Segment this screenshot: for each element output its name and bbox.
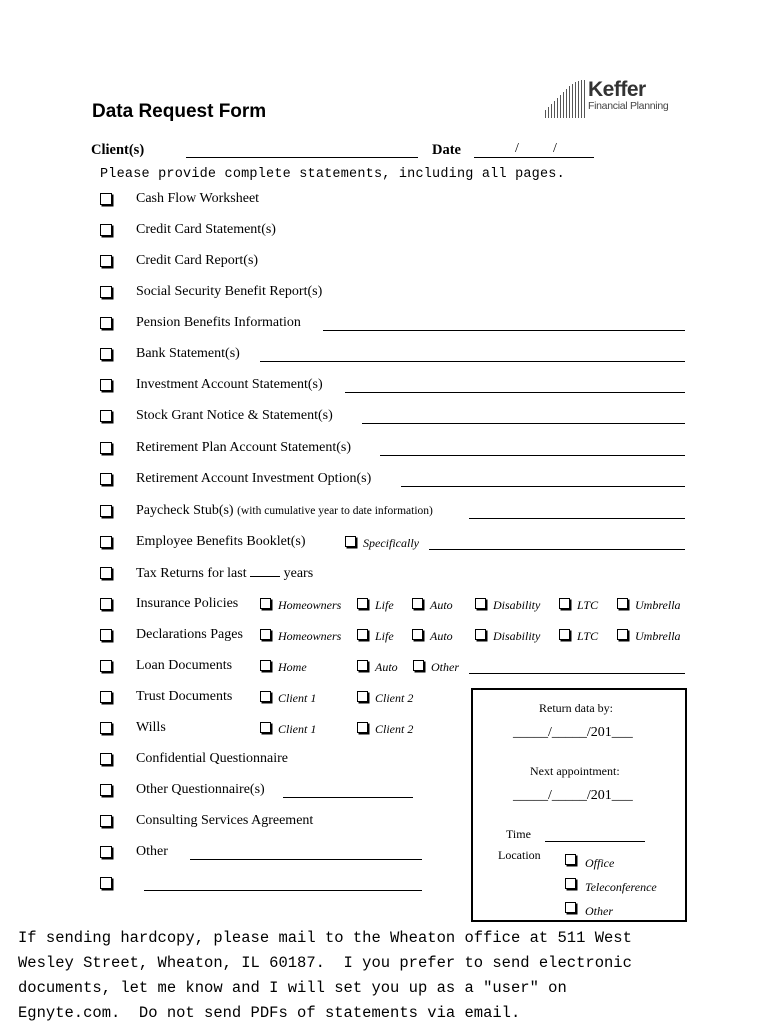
checkbox[interactable] [100, 629, 112, 641]
checkbox[interactable] [565, 902, 576, 913]
tax-returns-years: years [283, 566, 314, 581]
option-label: Auto [430, 629, 453, 643]
checkbox[interactable] [357, 629, 368, 640]
item-retirement-plan [0, 440, 770, 462]
option-label: Teleconference [585, 880, 657, 894]
item-employee-benefits [0, 534, 770, 556]
checkbox[interactable] [100, 348, 112, 360]
item-label: Cash Flow Worksheet [136, 191, 260, 206]
item-consulting [0, 813, 465, 835]
item-label: Employee Benefits Booklet(s) [136, 534, 306, 549]
option-label: Other [431, 660, 459, 674]
checkbox[interactable] [475, 629, 486, 640]
paycheck-label: Paycheck Stub(s) [136, 503, 234, 518]
checkbox[interactable] [100, 442, 112, 454]
logo-name: Keffer [588, 78, 646, 101]
item-pension [0, 315, 770, 337]
item-label: Social Security Benefit Report(s) [136, 284, 323, 299]
date-sep-2: / [553, 141, 557, 156]
item-cash-flow [0, 191, 770, 213]
time-label: Time [506, 827, 531, 841]
pension-field[interactable] [323, 330, 685, 331]
retirement-investment-field[interactable] [401, 486, 685, 487]
checkbox[interactable] [357, 691, 368, 702]
date-sep-1: / [515, 141, 519, 156]
next-label: Next appointment: [530, 764, 620, 778]
option-label: Disability [493, 598, 541, 612]
tax-returns-label: Tax Returns for last [136, 566, 247, 581]
checkbox[interactable] [412, 629, 423, 640]
item-label: Wills [136, 720, 166, 735]
checkbox[interactable] [100, 846, 112, 858]
option-label: Home [278, 660, 307, 674]
item-blank [0, 875, 465, 897]
option-label: Other [585, 904, 613, 918]
option-label: Disability [493, 629, 541, 643]
return-date[interactable]: _____/_____/201___ [513, 725, 633, 740]
item-paycheck [0, 503, 770, 525]
checkbox[interactable] [100, 753, 112, 765]
checkbox[interactable] [100, 505, 112, 517]
item-bank [0, 346, 770, 368]
form-title: Data Request Form [92, 101, 267, 122]
investment-field[interactable] [345, 392, 685, 393]
option-label: Umbrella [635, 629, 681, 643]
item-label: Loan Documents [136, 658, 233, 673]
item-label: Trust Documents [136, 689, 233, 704]
checkbox[interactable] [559, 629, 570, 640]
time-field[interactable] [545, 841, 645, 842]
item-label: Stock Grant Notice & Statement(s) [136, 408, 333, 423]
item-label: Confidential Questionnaire [136, 751, 289, 766]
option-label: Client 2 [375, 691, 414, 705]
blank-field[interactable] [144, 890, 422, 891]
item-stock-grant [0, 408, 770, 430]
logo-subtitle: Financial Planning [588, 100, 669, 112]
item-label: Consulting Services Agreement [136, 813, 314, 828]
checkbox[interactable] [100, 224, 112, 236]
option-label: Client 1 [278, 722, 317, 736]
checkbox[interactable] [559, 598, 570, 609]
item-confidential [0, 751, 465, 773]
tax-years-field[interactable] [250, 565, 280, 577]
bank-field[interactable] [260, 361, 685, 362]
option-label: Client 2 [375, 722, 414, 736]
client-label: Client(s) [91, 142, 145, 158]
other-field[interactable] [190, 859, 422, 860]
item-label: Credit Card Statement(s) [136, 222, 276, 237]
checkbox[interactable] [100, 536, 112, 548]
checkbox[interactable] [357, 722, 368, 733]
footer-note: If sending hardcopy, please mail to the Wheaton office at 511 West Wesley Street, Wheaton, IL 60187. I you prefer to send electronic documents, let me know and I will set you up as a "user" on Egnyte.com. Do not send PDFs of statements via email. [18, 929, 632, 1022]
item-label: Other [136, 844, 168, 859]
instructions: Please provide complete statements, including all pages. [100, 167, 565, 182]
item-label: Other Questionnaire(s) [136, 782, 265, 797]
checkbox[interactable] [565, 878, 576, 889]
checkbox[interactable] [260, 629, 271, 640]
option-label: Life [375, 598, 394, 612]
option-label: LTC [577, 629, 599, 643]
item-label: Insurance Policies [136, 596, 239, 611]
checkbox[interactable] [260, 598, 271, 609]
checkbox[interactable] [260, 660, 271, 671]
return-box [471, 688, 687, 922]
checkbox[interactable] [100, 317, 112, 329]
item-label: Retirement Plan Account Statement(s) [136, 440, 352, 455]
checkbox[interactable] [100, 660, 112, 672]
checkbox[interactable] [100, 379, 112, 391]
client-field[interactable] [186, 157, 418, 158]
date-label: Date [432, 142, 461, 158]
option-label: Office [585, 856, 615, 870]
checkbox[interactable] [413, 660, 424, 671]
checkbox[interactable] [357, 660, 368, 671]
item-social-security [0, 284, 770, 306]
location-label: Location [498, 848, 541, 862]
item-label: Bank Statement(s) [136, 346, 240, 361]
next-date[interactable]: _____/_____/201___ [513, 788, 633, 803]
date-field[interactable] [474, 157, 594, 158]
item-label [136, 565, 313, 582]
company-logo [545, 80, 675, 120]
checkbox[interactable] [475, 598, 486, 609]
checkbox[interactable] [100, 877, 112, 889]
item-tax-returns [0, 565, 770, 587]
checkbox[interactable] [617, 629, 628, 640]
checkbox[interactable] [100, 691, 112, 703]
checkbox[interactable] [100, 784, 112, 796]
checkbox[interactable] [100, 598, 112, 610]
option-label: LTC [577, 598, 599, 612]
checkbox[interactable] [412, 598, 423, 609]
option-label: Client 1 [278, 691, 317, 705]
checkbox[interactable] [100, 286, 112, 298]
checkbox[interactable] [565, 854, 576, 865]
checkbox[interactable] [357, 598, 368, 609]
other-questionnaire-field[interactable] [283, 797, 413, 798]
checkbox[interactable] [100, 815, 112, 827]
checkbox[interactable] [100, 473, 112, 485]
item-label: Declarations Pages [136, 627, 243, 642]
return-label: Return data by: [539, 701, 613, 715]
option-label: Umbrella [635, 598, 681, 612]
item-other [0, 844, 465, 866]
checkbox[interactable] [345, 536, 356, 547]
item-trust [0, 689, 465, 711]
checkbox[interactable] [617, 598, 628, 609]
checkbox[interactable] [100, 567, 112, 579]
item-label: Pension Benefits Information [136, 315, 301, 330]
item-investment-account [0, 377, 770, 399]
checkbox[interactable] [260, 691, 271, 702]
item-label: Investment Account Statement(s) [136, 377, 323, 392]
checkbox[interactable] [260, 722, 271, 733]
item-loan [0, 658, 770, 680]
paycheck-field[interactable] [469, 518, 685, 519]
option-label: Homeowners [278, 629, 342, 643]
item-label: Credit Card Report(s) [136, 253, 259, 268]
option-label: Life [375, 629, 394, 643]
loan-other-field[interactable] [469, 673, 685, 674]
specifically-field[interactable] [429, 549, 685, 550]
item-other-questionnaire [0, 782, 465, 804]
item-label: Retirement Account Investment Option(s) [136, 471, 372, 486]
logo-bars-icon [545, 80, 587, 118]
item-wills [0, 720, 465, 742]
item-credit-card-statement [0, 222, 770, 244]
option-label: Specifically [363, 536, 419, 550]
option-label: Homeowners [278, 598, 342, 612]
option-label: Auto [375, 660, 398, 674]
paycheck-note: (with cumulative year to date information) [237, 505, 433, 517]
item-credit-card-report [0, 253, 770, 275]
item-label [136, 503, 433, 519]
checkbox[interactable] [100, 255, 112, 267]
checkbox[interactable] [100, 193, 112, 205]
checkbox[interactable] [100, 410, 112, 422]
checkbox[interactable] [100, 722, 112, 734]
option-label: Auto [430, 598, 453, 612]
retirement-plan-field[interactable] [380, 455, 685, 456]
item-declarations [0, 627, 770, 649]
stock-grant-field[interactable] [362, 423, 685, 424]
item-retirement-investment [0, 471, 770, 493]
item-insurance [0, 596, 770, 618]
